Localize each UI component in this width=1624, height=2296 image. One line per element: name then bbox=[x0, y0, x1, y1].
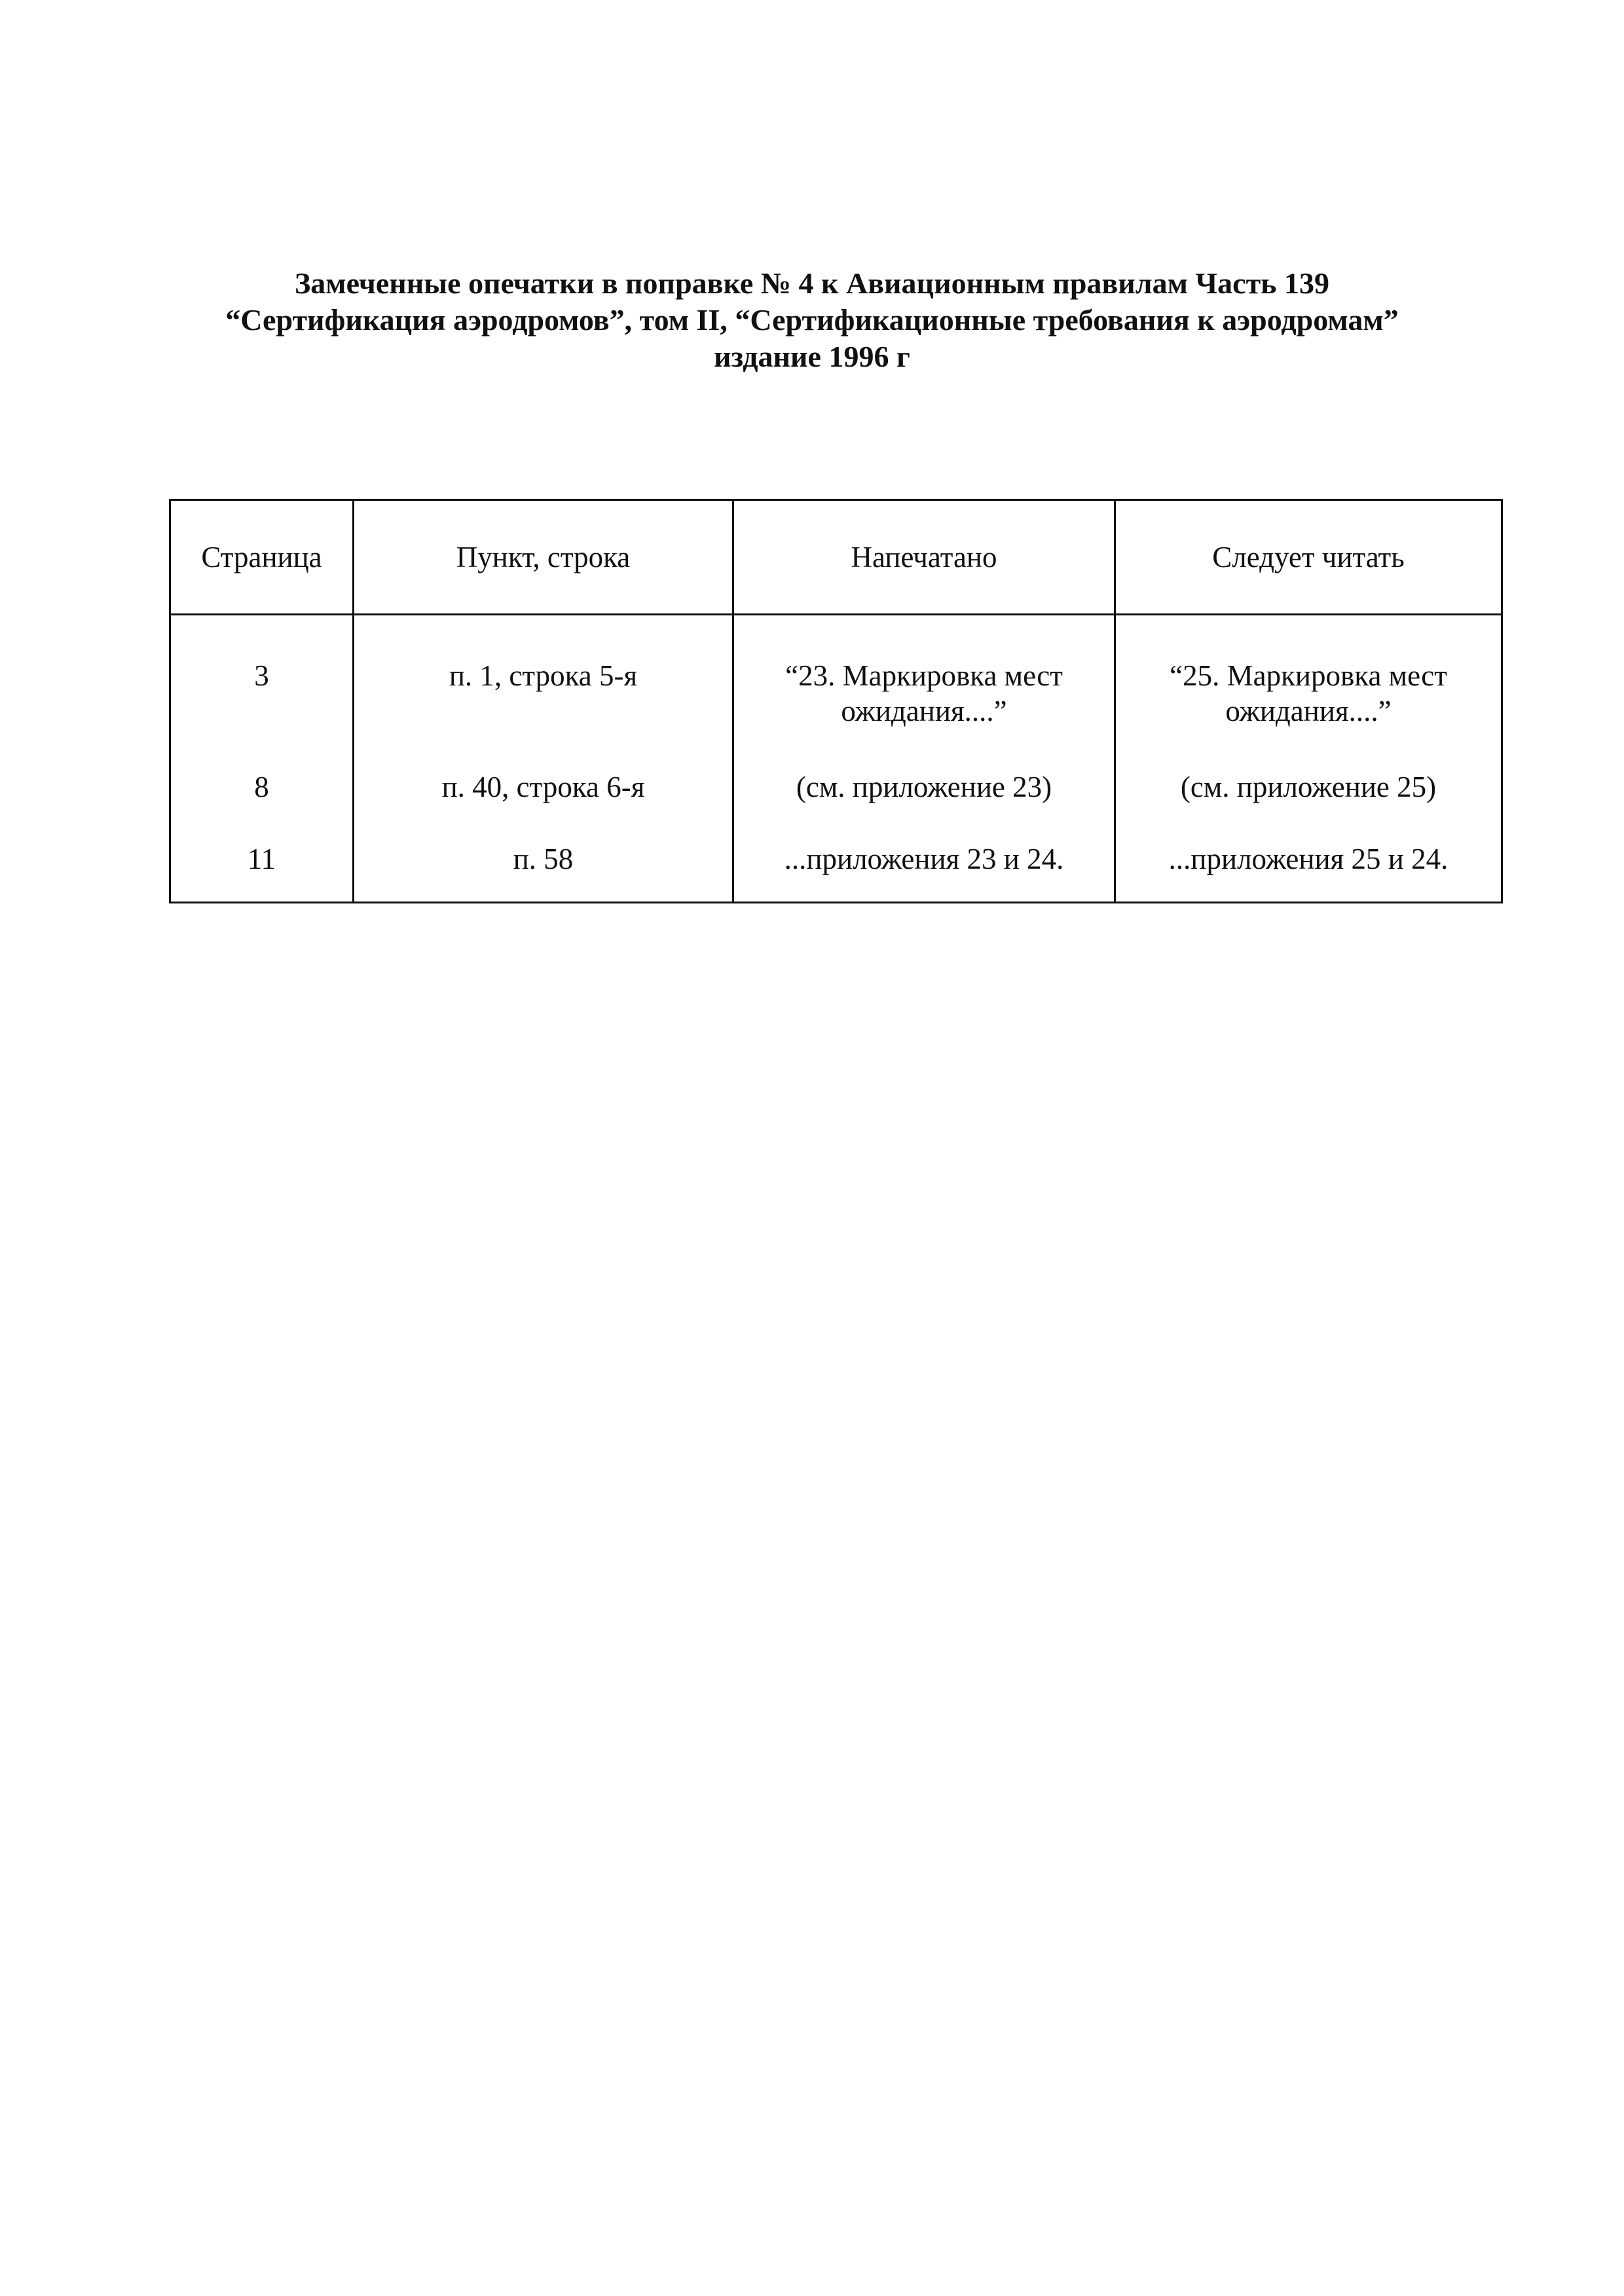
cell-page: 3 bbox=[170, 615, 354, 729]
table-row bbox=[170, 805, 1502, 903]
title-line-2: “Сертификация аэродромов”, том II, “Сертификационные требования к аэродромам” bbox=[225, 303, 1399, 337]
cell-printed bbox=[733, 729, 1115, 805]
cell-should-read bbox=[1115, 615, 1502, 729]
cell-printed-line: ожидания....” bbox=[841, 695, 1007, 727]
header-page: Страница bbox=[170, 500, 354, 615]
cell-page: 11 bbox=[170, 805, 354, 903]
cell-should-read-line: ожидания....” bbox=[1225, 695, 1392, 727]
cell-should-read bbox=[1115, 729, 1502, 805]
cell-should-read-line: (см. приложение 25) bbox=[1180, 771, 1437, 803]
cell-printed-line: (см. приложение 23) bbox=[796, 771, 1052, 803]
cell-printed bbox=[733, 615, 1115, 729]
cell-item-line: п. 1, строка 5-я bbox=[354, 615, 733, 729]
header-printed: Напечатано bbox=[733, 500, 1115, 615]
cell-printed bbox=[733, 805, 1115, 903]
title-line-3: издание 1996 г bbox=[714, 340, 910, 373]
title-line-1: Замеченные опечатки в поправке № 4 к Авиационным правилам Часть 139 bbox=[295, 266, 1329, 300]
cell-printed-line: ...приложения 23 и 24. bbox=[784, 843, 1064, 875]
document-title bbox=[0, 265, 1624, 375]
cell-should-read-line: “25. Маркировка мест bbox=[1170, 659, 1447, 692]
header-should-read: Следует читать bbox=[1115, 500, 1502, 615]
cell-printed-line: “23. Маркировка мест bbox=[785, 659, 1063, 692]
header-item-line: Пункт, строка bbox=[354, 500, 733, 615]
cell-should-read bbox=[1115, 805, 1502, 903]
cell-should-read-line: ...приложения 25 и 24. bbox=[1168, 843, 1449, 875]
cell-item-line: п. 58 bbox=[354, 805, 733, 903]
table-row bbox=[170, 729, 1502, 805]
table-row bbox=[170, 615, 1502, 729]
cell-item-line: п. 40, строка 6-я bbox=[354, 729, 733, 805]
cell-page: 8 bbox=[170, 729, 354, 805]
errata-table bbox=[169, 499, 1503, 903]
table-header-row bbox=[170, 500, 1502, 615]
